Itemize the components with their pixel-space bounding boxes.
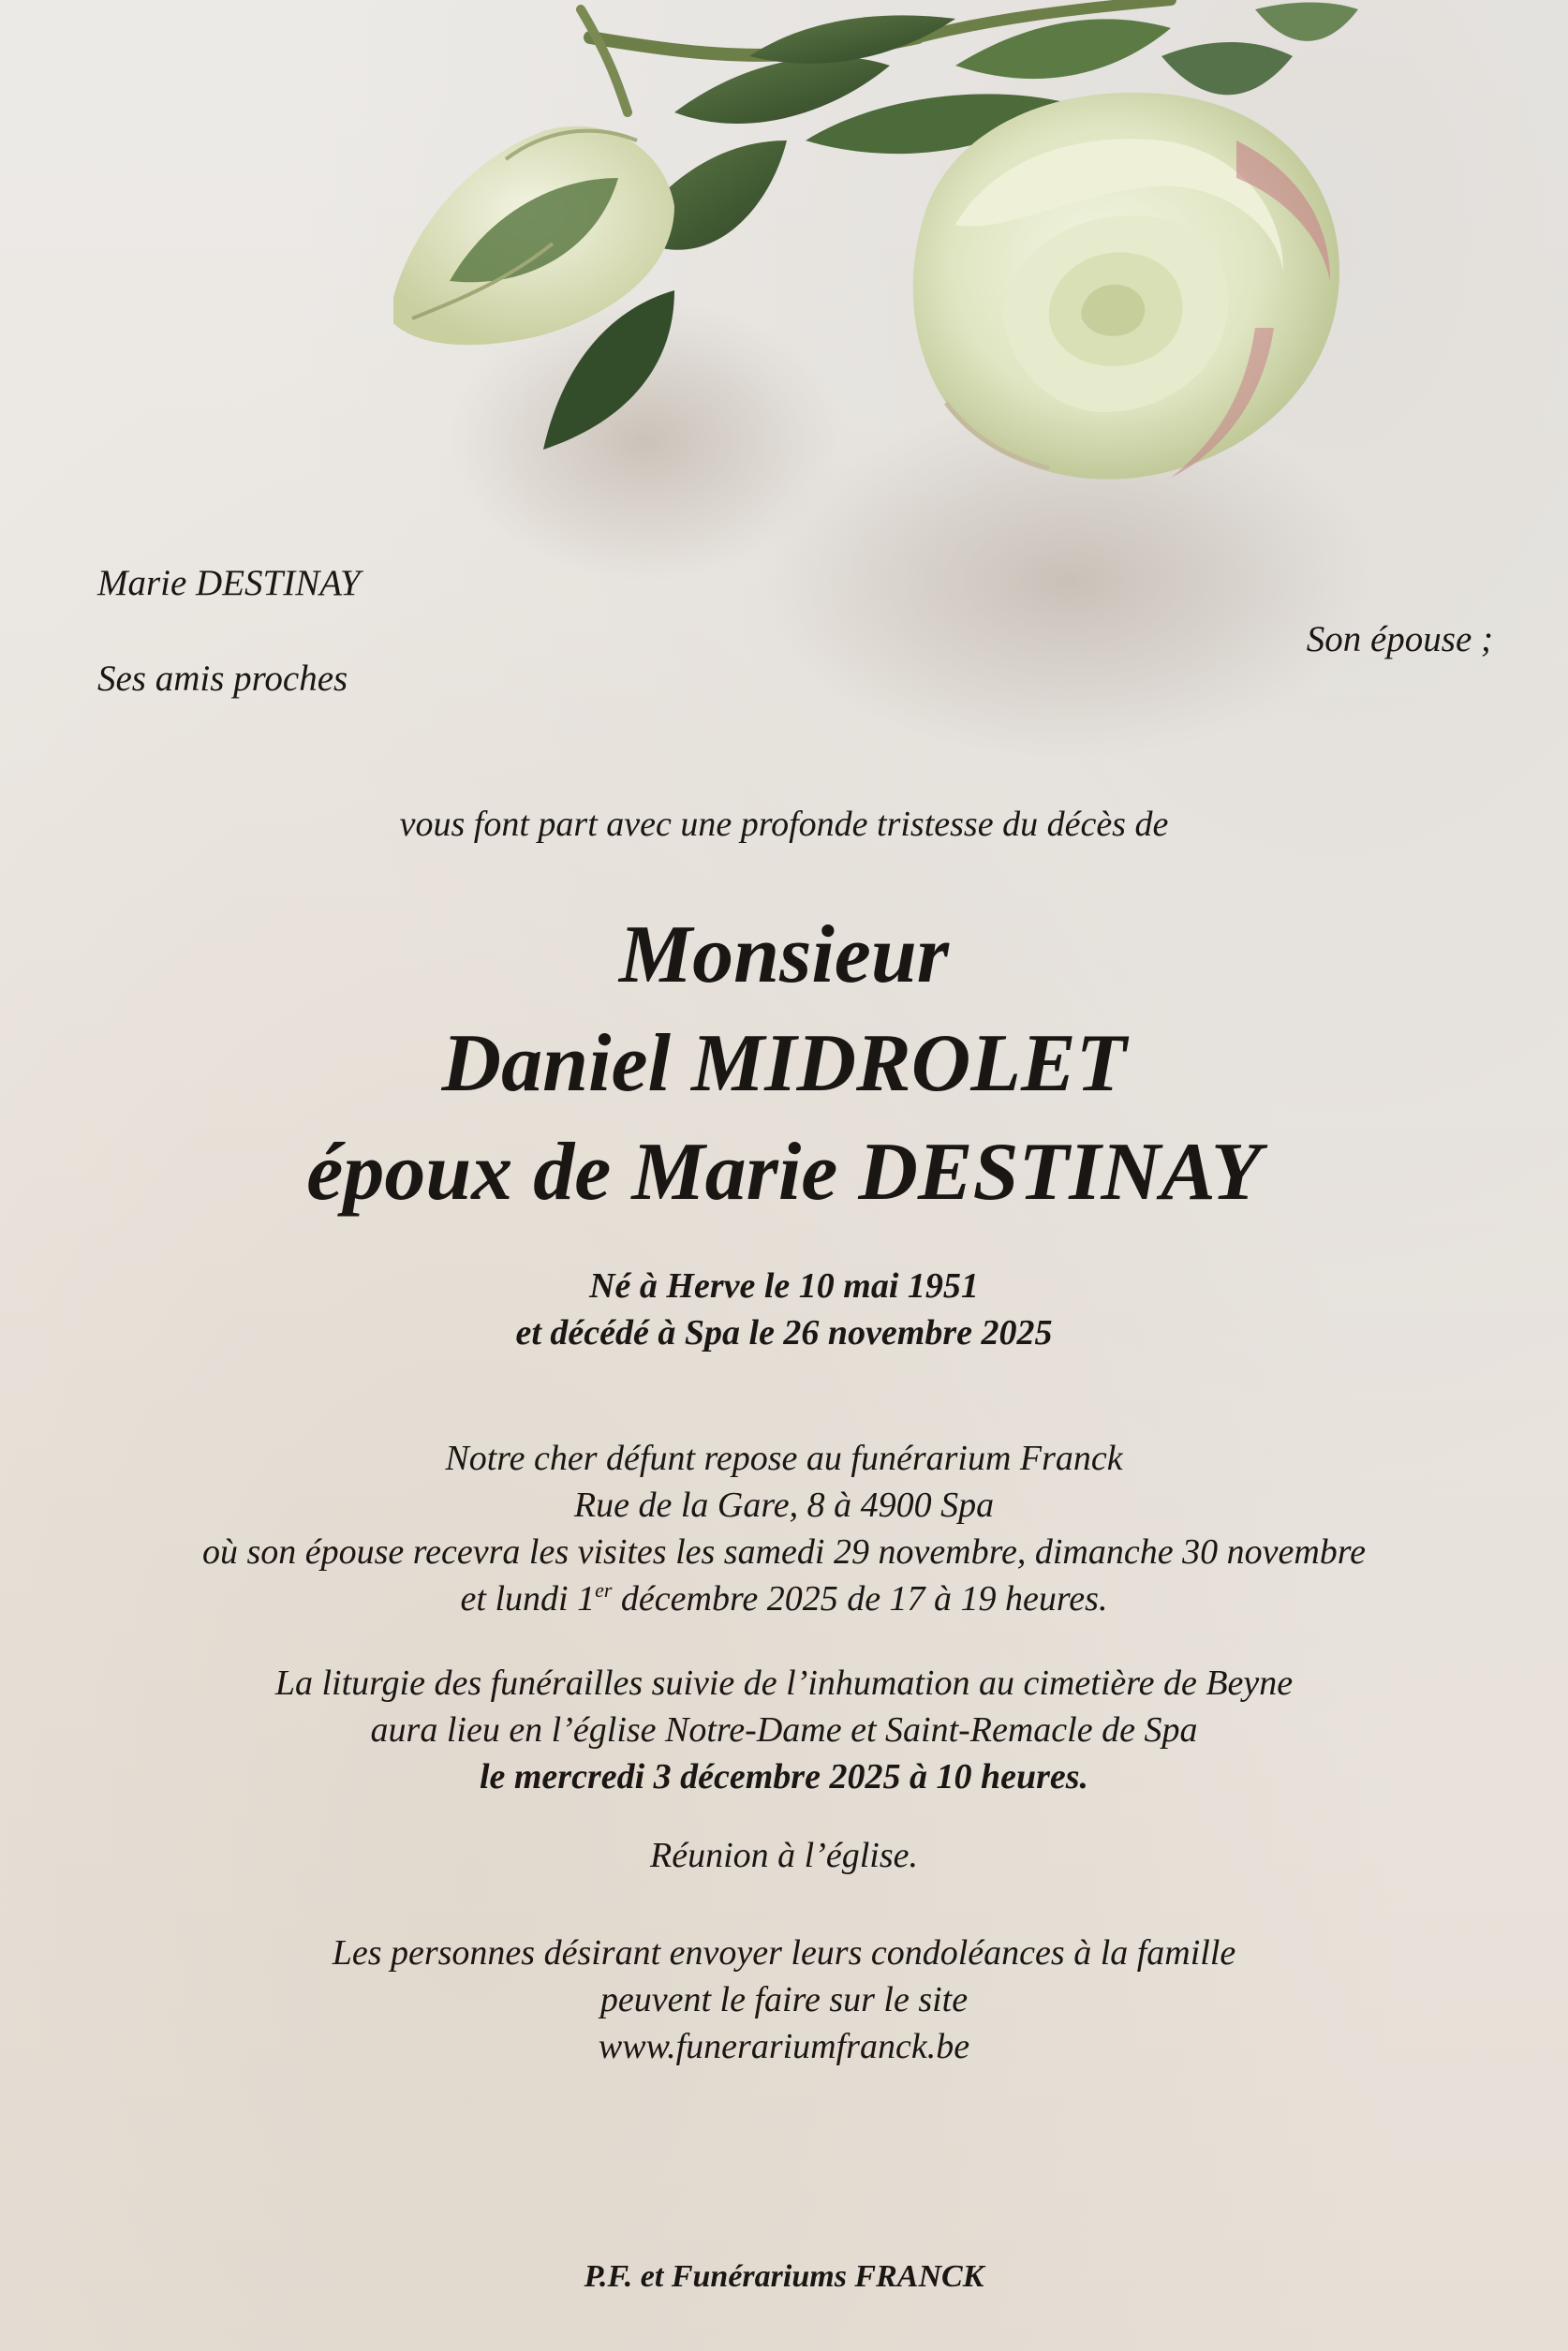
life-dates	[0, 1263, 1568, 1356]
visitation-line-pre: et lundi 1	[460, 1579, 596, 1619]
visitation-paragraph	[0, 1435, 1568, 1622]
ordinal-superscript: er	[595, 1578, 613, 1602]
visitation-line: où son épouse recevra les visites les samedi 29 novembre, dimanche 30 novembre	[201, 1532, 1367, 1572]
deceased-spouse: époux de Marie DESTINAY	[306, 1127, 1262, 1218]
visitation-line	[0, 1575, 1568, 1622]
sender-friends: Ses amis proches	[97, 658, 348, 699]
birth-line: Né à Herve le 10 mai 1951	[589, 1266, 979, 1306]
funeral-date-line: le mercredi 3 décembre 2025 à 10 heures.	[479, 1757, 1089, 1797]
sender-name: Marie DESTINAY	[97, 563, 361, 603]
condolences-paragraph	[0, 1930, 1568, 2070]
funeral-line: aura lieu en l’église Notre-Dame et Saint-Remacle de Spa	[370, 1710, 1198, 1750]
sender-relation: Son épouse ;	[1306, 619, 1493, 659]
website-link[interactable]: www.funerariumfranck.be	[598, 2027, 970, 2066]
visitation-line: Notre cher défunt repose au funérarium Franck	[445, 1439, 1123, 1478]
visitation-line: Rue de la Gare, 8 à 4900 Spa	[573, 1486, 995, 1525]
reunion-text: Réunion à l’église.	[650, 1836, 918, 1875]
condolences-line: peuvent le faire sur le site	[599, 1980, 969, 2019]
funeral-paragraph	[0, 1660, 1568, 1800]
roses-illustration	[393, 0, 1442, 768]
visitation-line-post: décembre 2025 de 17 à 19 heures.	[612, 1579, 1108, 1619]
condolences-line: Les personnes désirant envoyer leurs condoléances à la famille	[332, 1933, 1236, 1973]
funeral-line: La liturgie des funérailles suivie de l’inhumation au cimetière de Beyne	[274, 1663, 1294, 1703]
deceased-name: Daniel MIDROLET	[441, 1018, 1127, 1109]
death-line: et décédé à Spa le 26 novembre 2025	[515, 1313, 1053, 1353]
funeral-home-signature: P.F. et Funérariums FRANCK	[584, 2259, 984, 2294]
deceased-name-block	[0, 901, 1568, 1227]
intro-text: vous font part avec une profonde tristesse du décès de	[399, 805, 1169, 844]
deceased-title: Monsieur	[618, 909, 950, 1000]
